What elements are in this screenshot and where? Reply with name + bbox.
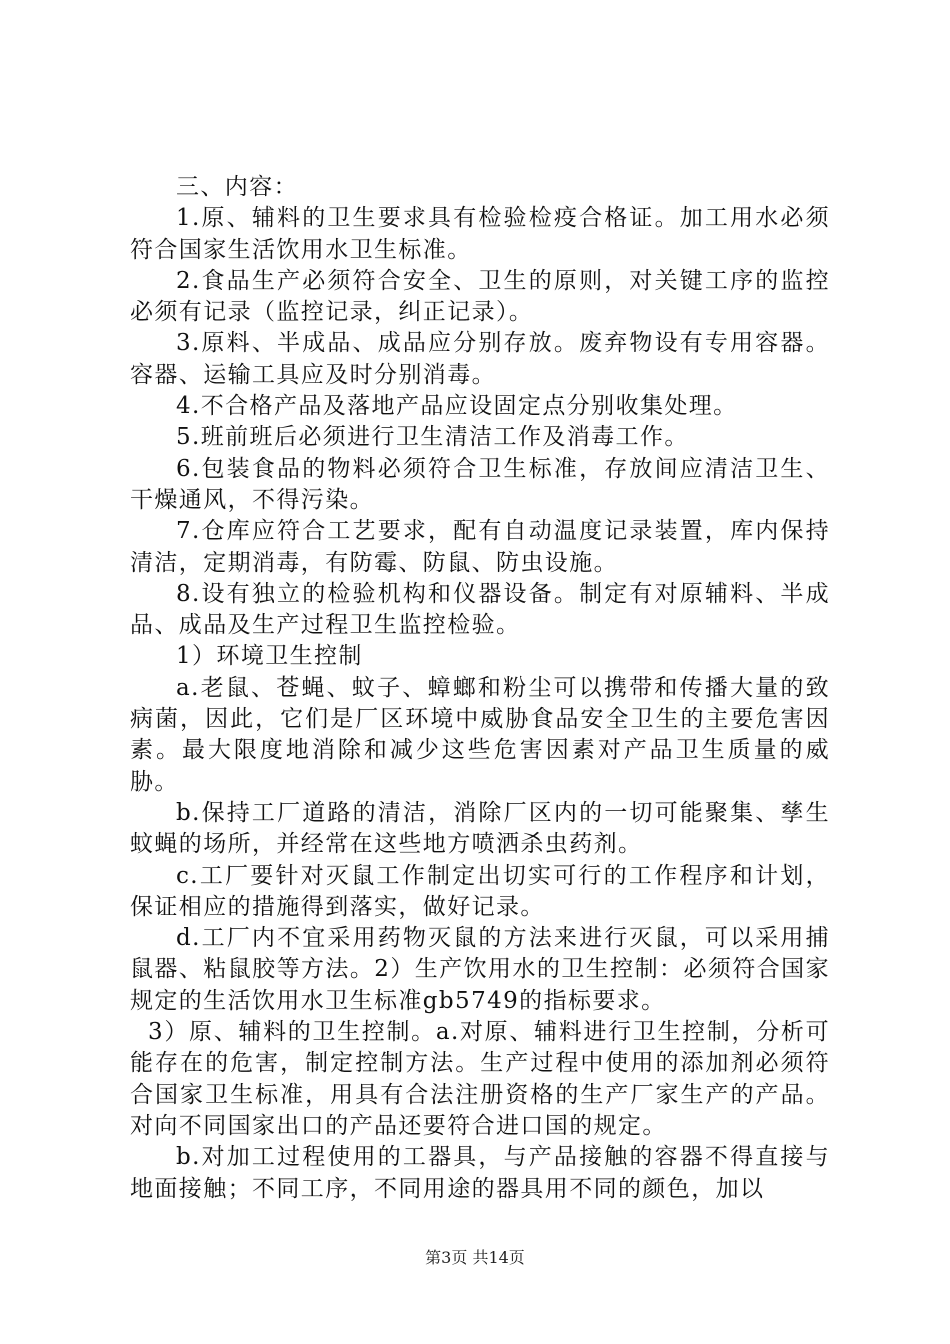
subheading-environment: 1）环境卫生控制 xyxy=(176,643,363,670)
paragraph-item-8: 8.设有独立的检验机构和仪器设备。制定有对原辅料、半成品、成品及生产过程卫生监控检验。 xyxy=(130,580,830,639)
paragraph-c: c.工厂要针对灭鼠工作制定出切实可行的工作程序和计划，保证相应的措施得到落实，做好记录。 xyxy=(130,862,830,920)
paragraph-item-5: 5.班前班后必须进行卫生清洁工作及消毒工作。 xyxy=(176,424,689,451)
paragraph-a: a.老鼠、苍蝇、蚊子、蟑螂和粉尘可以携带和传播大量的致病菌，因此，它们是厂区环境中威胁食品安全卫生的主要危害因素。最大限度地消除和减少这些危害因素对产品卫生质量的威胁。 xyxy=(130,674,830,795)
paragraph-tools: b.对加工过程使用的工器具，与产品接触的容器不得直接与地面接触；不同工序，不同用途的器具用不同的颜色，加以 xyxy=(130,1144,830,1202)
paragraph-raw-material: 3）原、辅料的卫生控制。a.对原、辅料进行卫生控制，分析可能存在的危害，制定控制方法。生产过程中使用的添加剂必须符合国家卫生标准，用具有合法注册资格的生产厂家生产的产品。对向不同国家出口的产品还要符合进口国的规定。 xyxy=(130,1019,830,1139)
paragraph-item-4: 4.不合格产品及落地产品应设固定点分别收集处理。 xyxy=(176,393,738,420)
page-number-footer: 第3页 共14页 xyxy=(425,1248,525,1267)
paragraph-item-7: 7.仓库应符合工艺要求，配有自动温度记录装置，库内保持清洁，定期消毒，有防霉、防鼠、防虫设施。 xyxy=(130,518,830,576)
paragraph-item-2: 2.食品生产必须符合安全、卫生的原则，对关键工序的监控必须有记录（监控记录，纠正记录）。 xyxy=(130,267,830,326)
paragraph-item-1: 1.原、辅料的卫生要求具有检验检疫合格证。加工用水必须符合国家生活饮用水卫生标准。 xyxy=(130,205,830,263)
paragraph-item-6: 6.包装食品的物料必须符合卫生标准，存放间应清洁卫生、干燥通风，不得污染。 xyxy=(130,455,830,513)
paragraph-item-3: 3.原料、半成品、成品应分别存放。废弃物设有专用容器。容器、运输工具应及时分别消毒。 xyxy=(130,330,830,388)
section-heading: 三、内容： xyxy=(176,174,298,200)
paragraph-b: b.保持工厂道路的清洁，消除厂区内的一切可能聚集、孳生蚊蝇的场所，并经常在这些地方喷洒杀虫药剂。 xyxy=(130,799,830,858)
document-body xyxy=(130,172,830,1205)
paragraph-d: d.工厂内不宜采用药物灭鼠的方法来进行灭鼠，可以采用捕鼠器、粘鼠胶等方法。2）生产饮用水的卫生控制：必须符合国家规定的生活饮用水卫生标准gb5749的指标要求。 xyxy=(130,925,830,1014)
